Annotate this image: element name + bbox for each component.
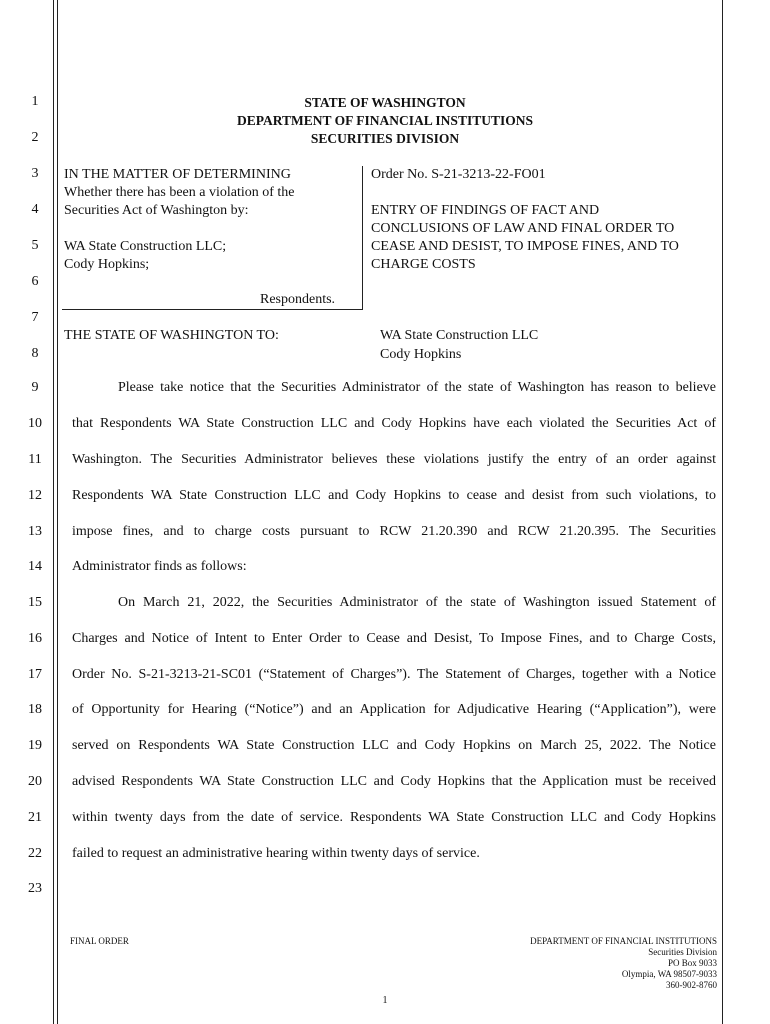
page-number: 1 <box>382 995 388 1006</box>
line-number: 6 <box>31 274 39 289</box>
line-number: 8 <box>31 346 39 361</box>
caption-divider-horizontal <box>62 309 363 310</box>
line-number: 15 <box>28 595 42 610</box>
heading-division: SECURITIES DIVISION <box>310 131 460 146</box>
line-number: 2 <box>31 130 39 145</box>
body-line: Please take notice that the Securities Administrator of the state of Washington has reason to believe <box>118 380 716 395</box>
line-number: 16 <box>28 631 42 646</box>
line-number: 3 <box>31 166 39 181</box>
caption-matter-line2: Whether there has been a violation of the <box>64 185 295 200</box>
recipient-2: Cody Hopkins <box>380 347 462 362</box>
line-number: 17 <box>28 667 42 682</box>
caption-respondent-2: Cody Hopkins; <box>64 257 150 272</box>
order-title-line3: CEASE AND DESIST, TO IMPOSE FINES, AND TO <box>371 239 679 254</box>
body-line: Respondents WA State Construction LLC and Cody Hopkins to cease and desist from such violations, to <box>72 488 716 503</box>
body-line: Administrator finds as follows: <box>72 559 247 574</box>
footer-agency-address <box>530 936 717 991</box>
order-number: Order No. S-21-3213-22-FO01 <box>371 167 546 182</box>
footer-document-title: FINAL ORDER <box>70 936 129 946</box>
line-number: 4 <box>31 202 39 217</box>
body-line: served on Respondents WA State Construction LLC and Cody Hopkins on March 25, 2022. The Notice <box>72 738 716 753</box>
line-number: 21 <box>28 810 42 825</box>
body-line: of Opportunity for Hearing (“Notice”) and an Application for Adjudicative Hearing (“Application”), were <box>72 702 716 717</box>
line-number: 20 <box>28 774 42 789</box>
line-number: 12 <box>28 488 42 503</box>
order-title-line1: ENTRY OF FINDINGS OF FACT AND <box>371 203 600 218</box>
addressee-heading: THE STATE OF WASHINGTON TO: <box>64 328 279 343</box>
line-number: 18 <box>28 702 42 717</box>
line-number: 1 <box>31 94 39 109</box>
footer-agency-name: DEPARTMENT OF FINANCIAL INSTITUTIONS <box>530 936 717 946</box>
caption-matter-line3: Securities Act of Washington by: <box>64 203 249 218</box>
footer-agency-division: Securities Division <box>648 947 717 957</box>
order-title-line2: CONCLUSIONS OF LAW AND FINAL ORDER TO <box>371 221 675 236</box>
caption-matter-line1: IN THE MATTER OF DETERMINING <box>64 167 291 182</box>
left-margin-rule-inner <box>57 0 58 1024</box>
body-line: impose fines, and to charge costs pursuant to RCW 21.20.390 and RCW 21.20.395. The Securities <box>72 524 716 539</box>
body-line: within twenty days from the date of service. Respondents WA State Construction LLC and Cody Hopkins <box>72 810 716 825</box>
body-line: advised Respondents WA State Construction LLC and Cody Hopkins that the Application must be received <box>72 774 716 789</box>
body-line: Charges and Notice of Intent to Enter Order to Cease and Desist, To Impose Fines, and to Charge Costs, <box>72 631 716 646</box>
line-number: 10 <box>28 416 42 431</box>
left-margin-rule-outer <box>53 0 54 1024</box>
body-line: On March 21, 2022, the Securities Administrator of the state of Washington issued Statement of <box>118 595 716 610</box>
right-margin-rule <box>722 0 723 1024</box>
line-number: 9 <box>31 380 39 395</box>
recipient-1: WA State Construction LLC <box>380 328 539 343</box>
footer-phone: 360-902-8760 <box>666 980 717 990</box>
caption-respondents-label: Respondents. <box>260 292 336 307</box>
line-number: 14 <box>28 559 42 574</box>
line-number: 7 <box>31 310 39 325</box>
line-number: 5 <box>31 238 39 253</box>
footer-city-zip: Olympia, WA 98507-9033 <box>621 969 717 979</box>
caption-respondent-1: WA State Construction LLC; <box>64 239 227 254</box>
line-number: 23 <box>28 881 42 896</box>
line-number: 19 <box>28 738 42 753</box>
order-title-line4: CHARGE COSTS <box>371 257 476 272</box>
body-line: that Respondents WA State Construction LLC and Cody Hopkins have each violated the Securities Act of <box>72 416 716 431</box>
line-number: 11 <box>28 452 42 467</box>
line-number: 13 <box>28 524 42 539</box>
body-line: failed to request an administrative hearing within twenty days of service. <box>72 846 480 861</box>
line-number: 22 <box>28 846 42 861</box>
heading-state: STATE OF WASHINGTON <box>304 95 466 110</box>
body-line: Order No. S-21-3213-21-SC01 (“Statement of Charges”). The Statement of Charges, together with a Notice <box>72 667 716 682</box>
heading-department: DEPARTMENT OF FINANCIAL INSTITUTIONS <box>237 113 533 128</box>
caption-divider-vertical <box>362 166 363 309</box>
footer-po-box: PO Box 9033 <box>667 958 717 968</box>
body-line: Washington. The Securities Administrator believes these violations justify the entry of an order against <box>72 452 716 467</box>
